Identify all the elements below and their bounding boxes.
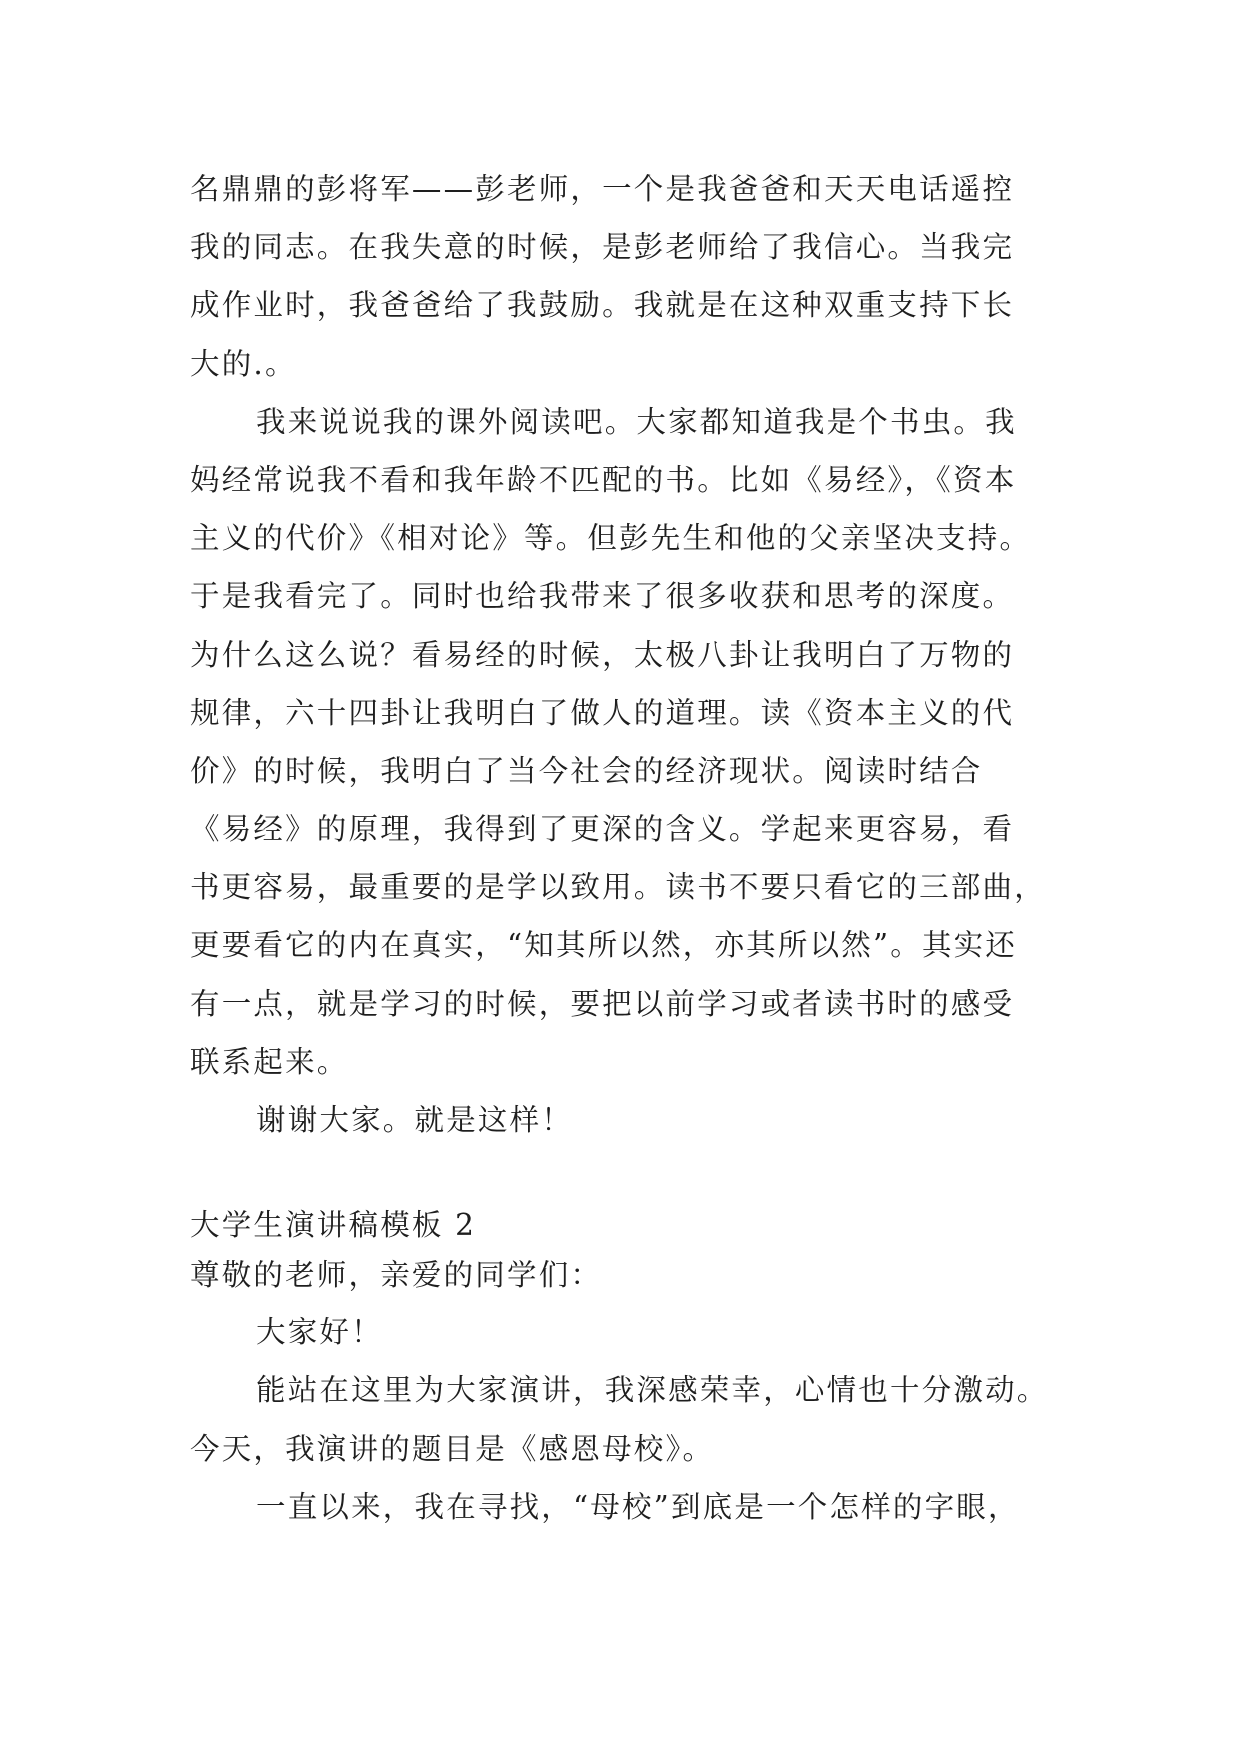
- paragraph-1: [190, 160, 1070, 393]
- text-line: 名鼎鼎的彭将军——彭老师，一个是我爸爸和天天电话遥控: [190, 172, 1015, 206]
- text-line: 能站在这里为大家演讲，我深感荣幸，心情也十分激动。: [256, 1373, 1049, 1408]
- section-gap: [190, 1149, 1070, 1203]
- closing-line: 谢谢大家。就是这样！: [256, 1103, 574, 1137]
- text-line: 规律，六十四卦让我明白了做人的道理。读《资本主义的代: [190, 695, 1015, 730]
- text-line: 于是我看完了。同时也给我带来了很多收获和思考的深度。: [190, 579, 1015, 614]
- document-body: [190, 160, 1070, 1536]
- text-line: 我来说说我的课外阅读吧。大家都知道我是个书虫。我: [256, 404, 1017, 439]
- text-line: 成作业时，我爸爸给了我鼓励。我就是在这种双重支持下长: [190, 288, 1015, 323]
- salutation: 尊敬的老师，亲爱的同学们：: [190, 1258, 603, 1293]
- section-heading: 大学生演讲稿模板 2: [190, 1208, 477, 1243]
- text-line: 一直以来，我在寻找，“母校”到底是一个怎样的字眼，: [256, 1489, 1020, 1524]
- text-line: 主义的代价》《相对论》等。但彭先生和他的父亲坚决支持。: [190, 521, 1032, 556]
- paragraph-4: [190, 1478, 1070, 1536]
- paragraph-2: [190, 393, 1070, 1091]
- text-line: 我的同志。在我失意的时候，是彭老师给了我信心。当我完: [190, 230, 1015, 265]
- text-line: 更要看它的内在真实，“知其所以然，亦其所以然”。其实还: [190, 928, 1018, 963]
- greeting: 大家好！: [256, 1315, 383, 1350]
- text-line: 联系起来。: [190, 1044, 349, 1079]
- text-line: 书更容易，最重要的是学以致用。读书不要只看它的三部曲，: [190, 870, 1046, 905]
- text-line: 《易经》的原理，我得到了更深的含义。学起来更容易，看: [190, 812, 1015, 847]
- text-line: 大的.。: [190, 346, 297, 381]
- text-line: 价》的时候，我明白了当今社会的经济现状。阅读时结合: [190, 753, 983, 788]
- text-line: 今天，我演讲的题目是《感恩母校》。: [190, 1431, 715, 1466]
- text-line: 妈经常说我不看和我年龄不匹配的书。比如《易经》，《资本: [190, 462, 1017, 497]
- text-line: 为什么这么说？看易经的时候，太极八卦让我明白了万物的: [190, 637, 1015, 672]
- text-line: 有一点，就是学习的时候，要把以前学习或者读书时的感受: [190, 986, 1015, 1021]
- paragraph-3: [190, 1361, 1070, 1477]
